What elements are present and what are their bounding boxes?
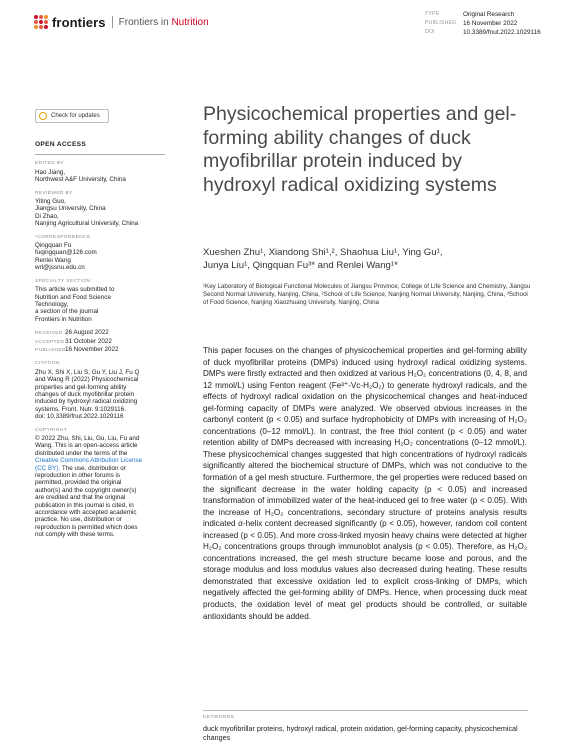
meta-type: TYPE Original Research bbox=[425, 11, 515, 18]
sidebar-divider bbox=[35, 154, 165, 155]
update-icon bbox=[39, 112, 47, 120]
meta-doi: DOI 10.3389/fnut.2022.1029116 bbox=[425, 29, 541, 37]
journal-name: Frontiers in Nutrition bbox=[118, 16, 209, 28]
specialty-section: SPECIALTY SECTION This article was submitted to Nutrition and Food Science Technology, a section of the journal Frontiers in Nutrition bbox=[35, 278, 115, 323]
citation: CITATION Zhu X, Shi X, Liu S, Gu Y, Liu J, Fu Q and Wang R (2022) Physicochemical properties and gel-forming ability changes of duck myofibrillar protein induced by hydroxyl radical oxidizing systems. Front. Nutr. 9:1029116. doi: 10.3389/fnut.2022.1029116 bbox=[35, 361, 140, 421]
license-link-short[interactable]: (CC BY). bbox=[35, 464, 61, 472]
edited-by: EDITED BY Hao Jiang, Northwest A&F University, China bbox=[35, 161, 126, 184]
email-link[interactable]: fuqingquan@126.com bbox=[35, 249, 97, 257]
journal-logo[interactable] bbox=[34, 14, 209, 30]
authors: Xueshen Zhu¹, Xiandong Shi¹,², Shaohua Liu¹, Ying Gu¹, Junya Liu¹, Qingquan Fu³* and Renlei Wang¹* bbox=[203, 247, 443, 271]
keywords-label: KEYWORDS bbox=[203, 715, 235, 720]
correspondence: *CORRESPONDENCE Qingquan Fu fuqingquan@126.com Renlei Wang wrl@jssnu.edu.cn bbox=[35, 234, 165, 272]
sidebar bbox=[35, 141, 165, 545]
copyright: COPYRIGHT © 2022 Zhu, Shi, Liu, Gu, Liu, Fu and Wang. This is an open-access article distributed under the terms of the Creative Commons Attribution License (CC BY). The use, distribution or reproduction in other forums is permitted, provided the original author(s) and the copyright owner(s) are credited and that the original publication in this journal is cited, in accordance with accepted academic practice. No use, distribution or reproduction is permitted which does not comply with these terms. bbox=[35, 427, 165, 539]
keywords-divider bbox=[203, 710, 528, 711]
meta-published: PUBLISHED 16 November 2022 bbox=[425, 20, 518, 28]
license-link[interactable]: Creative Commons Attribution License bbox=[35, 457, 143, 465]
reviewed-by: REVIEWED BY Yiting Guo, Jiangsu University, China Di Zhao, Nanjing Agricultural University, China bbox=[35, 190, 139, 228]
check-updates-button[interactable]: Check for updates bbox=[35, 109, 109, 123]
keywords: duck myofibrillar proteins, hydroxyl radical, protein oxidation, gel-forming capacity, physicochemical changes bbox=[203, 724, 518, 743]
abstract: This paper focuses on the changes of physicochemical properties and gel-forming ability of duck myofibrillar proteins (DMPs) induced using hydroxyl radical oxidizing systems. DMPs were firstly extracted and then oxidized at various H₂O₂ concentrations (0, 4, 8, and 12 mmol/L) using Fenton reagent (Fe³⁺-Vc-H₂O₂) to generate hydroxyl radicals, and the effects of hydroxyl radical oxidation on the physicochemical changes and heat-induced gel-forming capacity of DMPs were analyzed. We observed obvious increases in the carbonyl content (p < 0.05) and surface hydrophobicity of DMPs with increasing of H₂O₂ concentrations (0–12 mmol/L). In contrast, the free thiol content (p < 0.05) and water retention ability of DMPs decreased with increasing H₂O₂ concentrations (0–12 mmol/L). These physicochemical changes suggested that high concentrations of hydroxyl radicals significantly altered the biochemical structure of DMPs, which was not conducive to the formation of a gel mesh structure. Furthermore, the gel properties were reduced based on the significant decrease in the water holding capacity (p < 0.05) and increased transformation of immobilized water of the heat-induced gel to free water (p < 0.05). With the increase of H₂O₂ concentrations, secondary structure of proteins analysis results indicated α-helix content decreased significantly (p < 0.05), however, random coil content increased (p < 0.05). And more cross-linked myosin heavy chains were detected at higher H₂O₂ concentrations groups through immunoblot analysis (p < 0.05). Therefore, as H₂O₂ concentrations increased, the gel mesh structure became loose and porous, and the storage modulus and loss modulus values also decreased during heating. These results demonstrated that excessive oxidation led to explicit cross-linking of DMPs, which negatively affected the gel-forming ability of DMPs. Hence, when processing duck meat products, the oxidation level of meat gel products should be controlled, or suitable antioxidants should be added. bbox=[203, 346, 527, 621]
logo-text: frontiers bbox=[52, 14, 106, 30]
dates: RECEIVED 26 August 2022 ACCEPTED31 October 2022 PUBLISHED16 November 2022 bbox=[35, 329, 119, 353]
frontiers-dots-icon bbox=[34, 15, 48, 29]
article-title: Physicochemical properties and gel-forming ability changes of duck myofibrillar protein induced by hydroxyl radical oxidizing systems bbox=[203, 103, 517, 196]
logo-divider bbox=[112, 16, 113, 28]
article-meta bbox=[425, 10, 541, 38]
open-access-label: OPEN ACCESS bbox=[35, 141, 87, 148]
affiliations: ¹Key Laboratory of Biological Functional Molecules of Jiangsu Province, College of Life Science and Chemistry, Jiangsu Second Normal University, Nanjing, China, ²School of Life Science, Nanjing Normal University, Nanjing, China, ³School of Food Science, Nanjing Xiaozhuang University, Nanjing, China bbox=[203, 283, 531, 307]
email-link[interactable]: wrl@jssnu.edu.cn bbox=[35, 264, 85, 272]
